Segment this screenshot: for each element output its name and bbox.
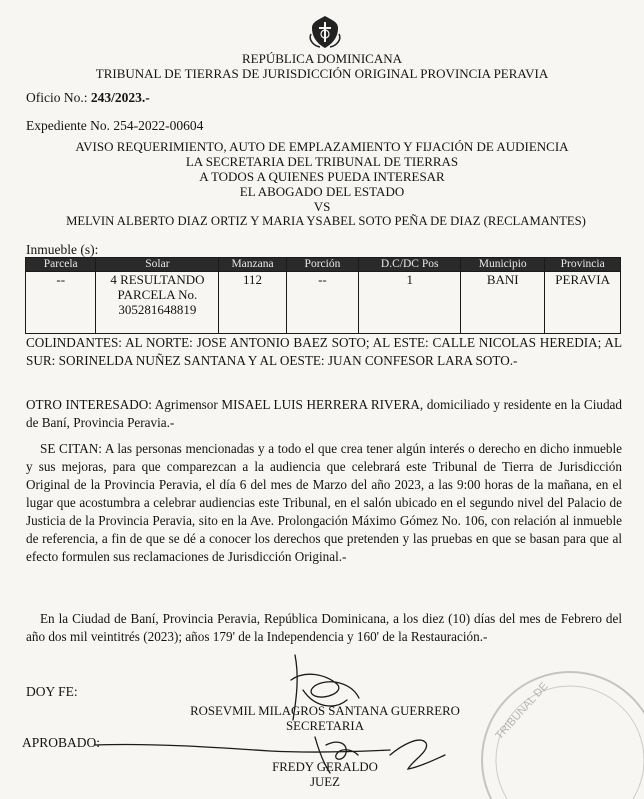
- colindantes-paragraph: COLINDANTES: AL NORTE: JOSE ANTONIO BAEZ SOTO; AL ESTE: CALLE NICOLAS HEREDIA; AL SUR: SORINELDA NUÑEZ SANTANA Y AL OESTE: JUAN CONFESOR LARA SOTO.-: [26, 335, 622, 368]
- judge-name: FREDY GERALDO: [272, 760, 378, 774]
- expediente-number: Expediente No. 254-2022-00604: [26, 118, 204, 133]
- cell-manzana: 112: [219, 272, 286, 334]
- cell-parcela: --: [26, 272, 96, 334]
- inmueble-table: [25, 257, 621, 334]
- cell-provincia: PERAVIA: [545, 272, 621, 334]
- otro-interesado-paragraph: OTRO INTERESADO: Agrimensor MISAEL LUIS HERRERA RIVERA, domiciliado y residente en la Ciudad de Baní, Provincia Peravia.-: [26, 397, 622, 430]
- col-manzana: Manzana: [219, 258, 286, 272]
- stamp-text: TRIBUNAL DE: [493, 680, 551, 743]
- col-dc: D.C/DC Pos: [359, 258, 461, 272]
- coat-of-arms-icon: [308, 14, 342, 50]
- col-provincia: Provincia: [545, 258, 621, 272]
- secretary-name: ROSEVMIL MILAGROS SANTANA GUERRERO: [190, 704, 460, 718]
- judge-role: JUEZ: [310, 775, 340, 789]
- col-municipio: Municipio: [461, 258, 545, 272]
- parties-line: MELVIN ALBERTO DIAZ ORTIZ Y MARIA YSABEL SOTO PEÑA DE DIAZ (RECLAMANTES): [66, 214, 586, 228]
- closing-paragraph: En la Ciudad de Baní, Provincia Peravia, República Dominicana, a los diez (10) días del mes de Febrero del año dos mil veintitrés (2023); años 179' de la Independencia y 160' de la Restauración.-: [26, 611, 622, 644]
- title-line-1: AVISO REQUERIMIENTO, AUTO DE EMPLAZAMIENTO Y FIJACIÓN DE AUDIENCIA: [75, 139, 569, 154]
- cell-dc: 1: [359, 272, 461, 334]
- secretary-role: SECRETARIA: [286, 719, 364, 733]
- doy-fe-label: DOY FE:: [26, 684, 78, 699]
- oficio-line: [26, 90, 150, 106]
- inmueble-header-row: [26, 258, 621, 272]
- oficio-label: Oficio No.:: [26, 90, 88, 105]
- cell-municipio: BANI: [461, 272, 545, 334]
- title-line-2: LA SECRETARIA DEL TRIBUNAL DE TIERRAS: [185, 154, 459, 169]
- court-heading: TRIBUNAL DE TIERRAS DE JURISDICCIÓN ORIGINAL PROVINCIA PERAVIA: [95, 66, 549, 81]
- cell-porcion: --: [286, 272, 359, 334]
- title-line-3: A TODOS A QUIENES PUEDA INTERESAR: [199, 169, 445, 184]
- col-solar: Solar: [96, 258, 219, 272]
- inmueble-label: Inmueble (s):: [26, 242, 99, 257]
- country-heading: REPÚBLICA DOMINICANA: [242, 51, 402, 66]
- col-parcela: Parcela: [26, 258, 96, 272]
- table-row: [26, 272, 621, 334]
- se-citan-paragraph: SE CITAN: A las personas mencionadas y a todo el que crea tener algún interés o derecho en dicho inmueble y sus mejoras, para que comparezcan a la audiencia que celebrará este Tribunal de Tierra de Jurisdicción Original de la Provincia Peravia, el día 6 del mes de Marzo del año 2023, a las 9:00 horas de la mañana, en el lugar que acostumbra a celebrar audiencias este Tribunal, en el salón ubicado en el segundo nivel del Palacio de Justicia de la Provincia Peravia, sito en la Ave. Prolongación Máximo Gómez No. 106, con relación al inmueble de referencia, a fin de que se dé a conocer los derechos que pretenden y las pruebas en que se basan para que al efecto formulen sus reclamaciones de Jurisdicción Original.-: [26, 441, 622, 564]
- title-line-5: VS: [313, 199, 331, 214]
- cell-solar: 4 RESULTANDO PARCELA No. 305281648819: [96, 272, 219, 334]
- aprobado-label: APROBADO:: [22, 735, 101, 750]
- title-line-4: EL ABOGADO DEL ESTADO: [239, 184, 405, 199]
- col-porcion: Porción: [286, 258, 359, 272]
- court-stamp: [460, 660, 644, 799]
- oficio-number: 243/2023.-: [90, 90, 150, 105]
